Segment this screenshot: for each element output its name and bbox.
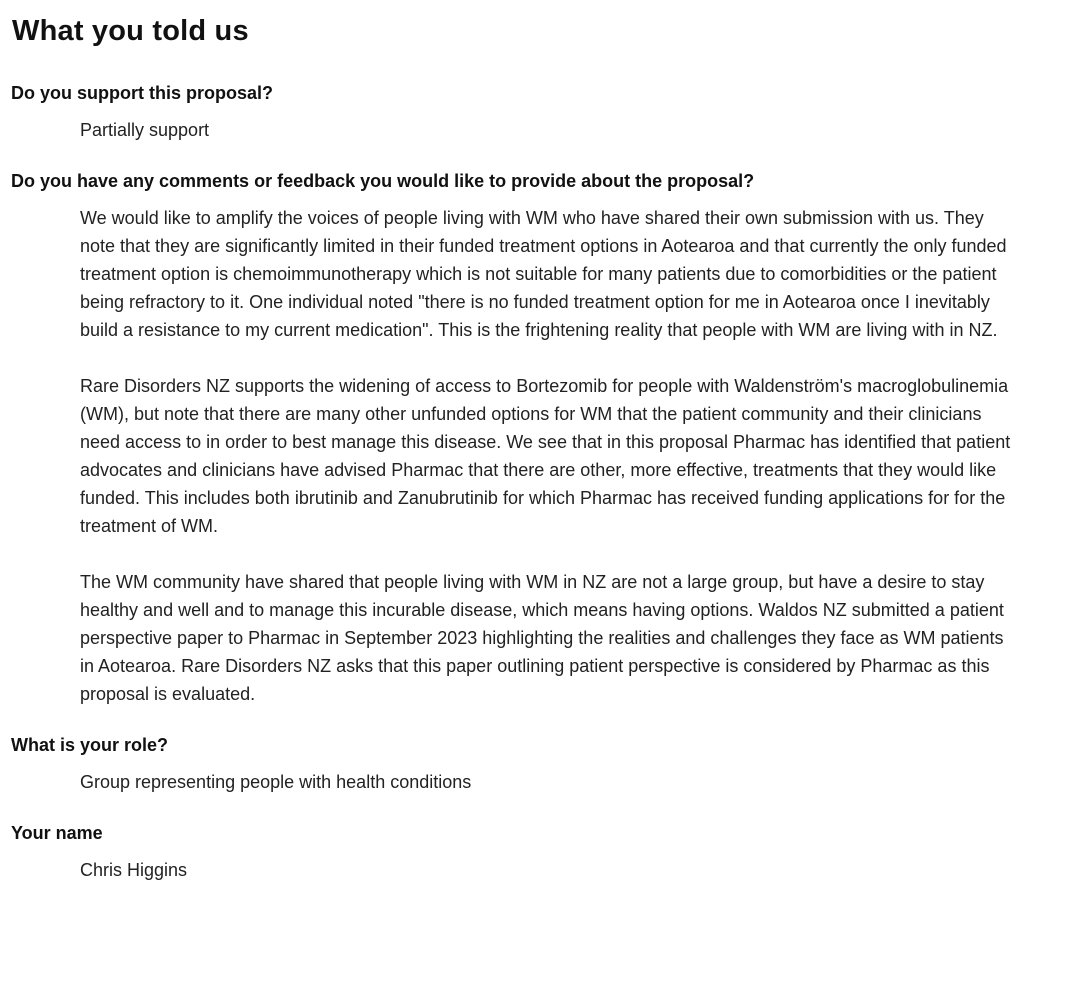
answer-text: Chris Higgins <box>80 860 188 880</box>
page-title: What you told us <box>12 15 249 47</box>
answer-comments-feedback <box>80 204 1011 708</box>
question-support-proposal: Do you support this proposal? <box>11 83 273 103</box>
answer-role <box>80 768 1011 796</box>
answer-text: Partially support <box>80 120 210 140</box>
answer-name <box>80 856 1011 884</box>
answer-paragraph-3: The WM community have shared that people living with WM in NZ are not a large group, but have a desire to stay healthy and well and to manage this incurable disease, which means having options. Waldos NZ submitted a patient perspective paper to Pharmac in September 2023 highlighting the realities and challenges they face as WM patients in Aotearoa. Rare Disorders NZ asks that this paper outlining patient perspective is considered by Pharmac as this proposal is evaluated. <box>80 572 1004 704</box>
qa-section-support <box>11 81 1020 144</box>
question-comments-feedback: Do you have any comments or feedback you would like to provide about the proposal? <box>11 171 755 191</box>
question-role: What is your role? <box>11 735 169 755</box>
question-name: Your name <box>11 823 103 843</box>
answer-paragraph-2: Rare Disorders NZ supports the widening of access to Bortezomib for people with Waldenström's macroglobulinemia (WM), but note that there are many other unfunded options for WM that the patient community and their clinicians need access to in order to best manage this disease. We see that in this proposal Pharmac has identified that patient advocates and clinicians have advised Pharmac that there are other, more effective, treatments that they would like funded. This includes both ibrutinib and Zanubrutinib for which Pharmac has received funding applications for for the treatment of WM. <box>80 376 1011 536</box>
qa-section-role <box>11 733 1020 796</box>
answer-support-proposal <box>80 116 1011 144</box>
qa-section-comments <box>11 169 1020 708</box>
answer-paragraph-1: We would like to amplify the voices of people living with WM who have shared their own submission with us. They note that they are significantly limited in their funded treatment options in Aotearoa and that currently the only funded treatment option is chemoimmunotherapy which is not suitable for many patients due to comorbidities or the patient being refractory to it. One individual noted "there is no funded treatment option for me in Aotearoa once I inevitably build a resistance to my current medication". This is the frightening reality that people with WM are living with in NZ. <box>80 208 1007 340</box>
qa-section-name <box>11 821 1020 884</box>
answer-text: Group representing people with health conditions <box>80 772 472 792</box>
submission-document <box>11 12 1020 884</box>
